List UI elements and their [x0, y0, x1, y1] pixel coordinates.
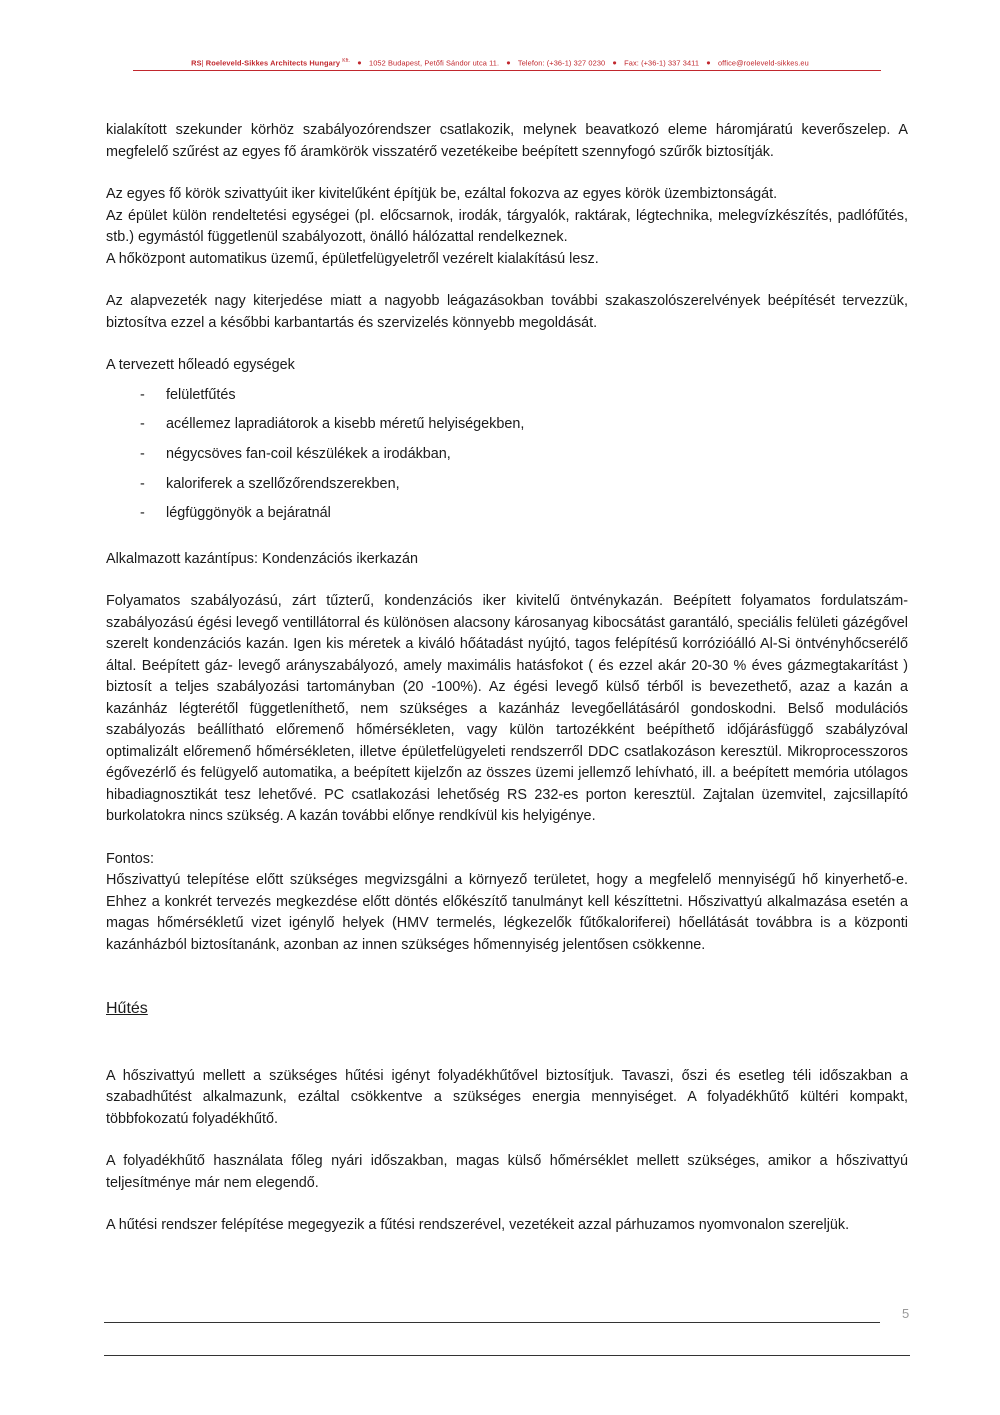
list-title: A tervezett hőleadó egységek: [106, 357, 295, 373]
heat-emitter-list: [106, 385, 908, 525]
header-company: Roeleveld-Sikkes Architects Hungary: [205, 58, 341, 68]
page-number: 5: [902, 1306, 910, 1321]
footer-divider-bottom: [104, 1355, 910, 1356]
header-phone: Telefon: (+36-1) 327 0230: [517, 58, 606, 68]
list-item: - felületfűtés: [140, 386, 236, 403]
paragraph-cooling-1: A hőszivattyú mellett a szükséges hűtési igényt folyadékhűtővel biztosítjuk. Tavaszi, őszi és esetleg téli időszakban a szabadhűtést alkalmazunk, ezáltal csökkentve a szükséges energia mennyiséget. A folyadékhűtő kültéri kompakt, többfokozatú folyadékhűtő.: [106, 1067, 908, 1127]
header-email[interactable]: office@roeleveld-sikkes.eu: [717, 58, 809, 68]
paragraph-boiler-description: Folyamatos szabályozású, zárt tűzterű, kondenzációs iker kivitelű öntvénykazán. Beépített folyamatos fordulatszám-szabályozású égési levegő ventillátorral és különösen alacsony károsanyag kibocsátást garantáló, speciális felületi gázégővel szerelt kondenzációs kazán. Igen kis méretek a kiváló hőátadást nyújtó, tagos felépítésű korrózióálló Al-Si öntvényhőcserélő által. Beépített gáz- levegő arányszabályozó, amely maximális hatásfokot ( és ezzel akár 20-30 % éves gázmegtakarítást ) biztosít a teljes szabályozási tartományban (20 -100%). Az égési levegő külső térből is bevezethető, azaz a kazán a kazánház légterétől függetleníthető, nem szükséges a kazánház levegőellátásáról gondoskodni. Belső modulációs szabályozás beállítható előremenő hőmérsékleten, vagy külön tartozékként beépíthető időjárásfüggő szabályzóval optimalizált előremenő hőmérsékleten, illetve épületfelügyeleti rendszerről DDC csatlakozáson keresztül. Mikroprocesszoros égővezérlő és felügyelő automatika, a beépített kijelzőn az összes üzemi jellemző lehívható, ill. a beépített memória utólagos hibadiagnosztikát tesz lehetővé. PC csatlakozási lehetőség RS 232-es porton keresztül. Zajtalan üzemvitel, zajcsillapító burkolatokra nincs szükség. A kazán további előnye rendkívül kis helyigénye.: [106, 593, 908, 825]
paragraph-pipework: Az alapvezeték nagy kiterjedése miatt a nagyobb leágazásokban további szakaszolószerelvények beépítését tervezzük, biztosítva ezzel a későbbi karbantartás és szervizelés könnyebb megoldását.: [106, 293, 908, 331]
paragraph-pumps: Az egyes fő körök szivattyúit iker kivitelűként építjük be, ezáltal fokozva az egyes körök üzembiztonságát.: [106, 186, 778, 202]
list-item: - kaloriferek a szellőzőrendszerekben,: [140, 475, 400, 492]
bullet-icon: ●: [706, 58, 711, 68]
page-header: RS| Roeleveld-Sikkes Architects Hungary $^{Kft.}$ ● 1052 Budapest, Petőfi Sándor utca 11. ● Telefon: (+36-1) 327 0230 ● Fax: (+36-1) 337 3411 ● office@roeleveld-sikkes.eu: [191, 58, 809, 68]
boiler-type: Alkalmazott kazántípus: Kondenzációs ikerkazán: [106, 550, 418, 567]
header-divider: [133, 70, 881, 71]
list-item: - négycsöves fan-coil készülékek a irodákban,: [140, 445, 451, 462]
bullet-icon: ●: [506, 58, 511, 68]
header-company-suffix: Kft.: [342, 58, 351, 64]
paragraph-filtering: kialakított szekunder körhöz szabályozórendszer csatlakozik, melynek beavatkozó eleme háromjáratú keverőszelep. A megfelelő szűrést az egyes fő áramkörök visszatérő vezetékeibe beépített szennyfogó szűrők biztosítják.: [106, 122, 908, 160]
document-body: [106, 120, 908, 1237]
header-fax: Fax: (+36-1) 337 3411: [624, 58, 700, 68]
paragraph-automation: A hőközpont automatikus üzemű, épületfelügyeletről vezérelt kialakítású lesz.: [106, 250, 599, 267]
header-address: 1052 Budapest, Petőfi Sándor utca 11.: [369, 58, 500, 68]
paragraph-cooling-2: A folyadékhűtő használata főleg nyári időszakban, magas külső hőmérséklet mellett szükséges, amikor a hőszivattyú teljesítménye már nem elegendő.: [106, 1153, 908, 1191]
footer-divider-top: [104, 1322, 880, 1323]
list-item: - acéllemez lapradiátorok a kisebb méretű helyiségekben,: [140, 416, 525, 433]
fontos-title: Fontos:: [106, 850, 154, 867]
paragraph-units: Az épület külön rendeltetési egységei (pl. előcsarnok, irodák, tárgyalók, raktárak, légtechnika, melegvízkészítés, padlófűtés, stb.) egymástól függetlenül szabályozott, önálló hálózattal rendelkeznek.: [106, 207, 908, 245]
bullet-icon: ●: [357, 58, 362, 68]
paragraph-fontos: Hőszivattyú telepítése előtt szükséges megvizsgálni a környező területet, hogy a megfelelő mennyiségű hő kinyerhető-e. Ehhez a konkrét tervezés megkezdése előtt döntés előkészítő tanulmányt kell készíttetni. Hőszivattyú alkalmazása esetén a magas hőmérsékletű vizet igénylő helyek (HMV termelés, légkezelők fűtőkaloriferei) hőellátását továbbra is a központi kazánházból biztosítanánk, azonban az innen szükséges hőmennyiség jelentősen csökkenne.: [106, 872, 908, 953]
bullet-icon: ●: [612, 58, 617, 68]
paragraph-cooling-3: A hűtési rendszer felépítése megegyezik a fűtési rendszerével, vezetékeit azzal párhuzamos nyomvonalon szereljük.: [106, 1217, 850, 1234]
header-rs-logo: RS: [191, 58, 202, 68]
list-item: - légfüggönyök a bejáratnál: [140, 505, 331, 522]
section-title-cooling: Hűtés: [106, 1000, 148, 1018]
